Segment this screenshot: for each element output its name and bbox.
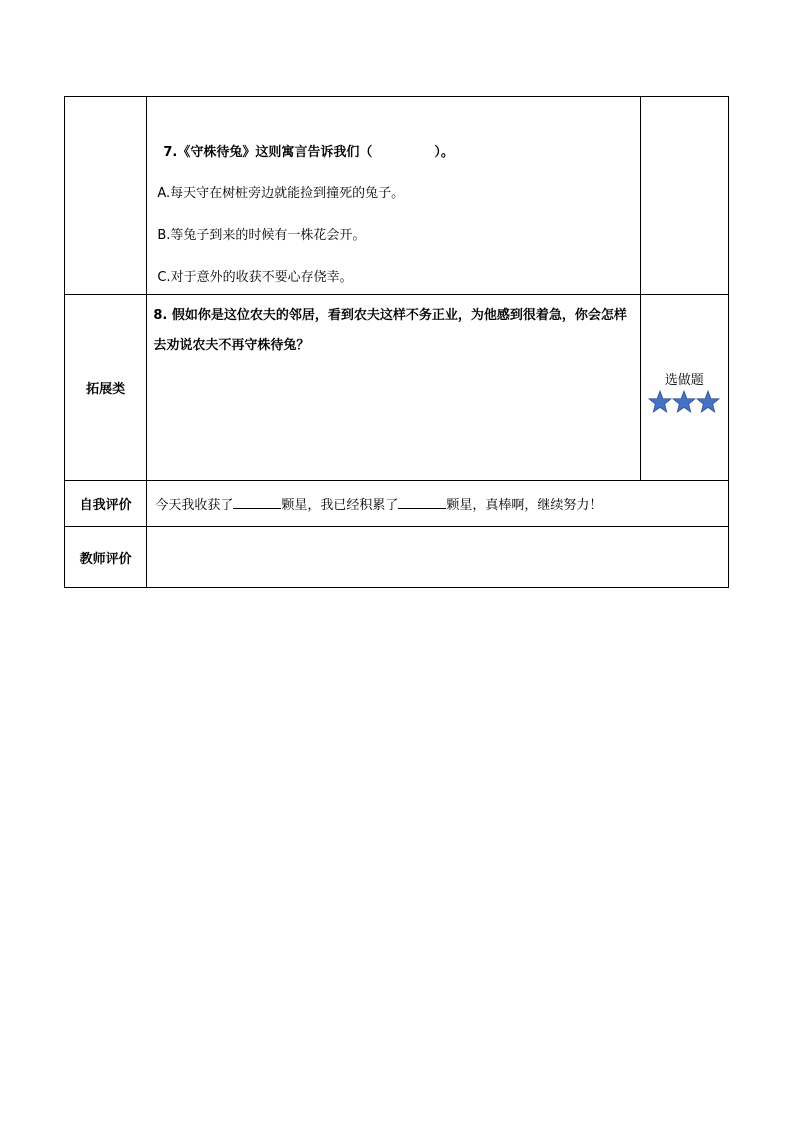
- star-icon: [696, 390, 720, 413]
- teacher-eval-content[interactable]: [147, 527, 729, 588]
- q7-option-b[interactable]: B.等兔子到来的时候有一株花会开。: [157, 228, 366, 243]
- q8-star-cell: [640, 295, 728, 481]
- self-eval-content: [147, 481, 729, 527]
- question-7-row: [65, 97, 729, 295]
- optional-question-label: 选做题: [664, 372, 704, 388]
- self-eval-part1: 今天我收获了: [155, 498, 234, 513]
- q7-content-cell: [147, 97, 640, 295]
- self-evaluation-row: [65, 481, 729, 527]
- star-icon: [672, 390, 696, 413]
- teacher-eval-category: 教师评价: [65, 527, 147, 588]
- extension-category: 拓展类: [65, 295, 147, 481]
- q7-category-cell: [65, 97, 147, 295]
- self-eval-category: 自我评价: [65, 481, 147, 527]
- q7-option-a[interactable]: A.每天守在树桩旁边就能捡到撞死的兔子。: [157, 186, 405, 201]
- q7-star-cell: [640, 97, 728, 295]
- stars-earned-today-blank[interactable]: [233, 496, 281, 509]
- difficulty-stars: [641, 390, 728, 413]
- q8-question: 8. 假如你是这位农夫的邻居，看到农夫这样不务正业，为他感到很着急，你会怎样去劝说农夫不再守株待兔？: [153, 308, 627, 353]
- q7-option-c[interactable]: C.对于意外的收获不要心存侥幸。: [157, 270, 353, 285]
- q7-title-suffix: ）。: [434, 145, 454, 160]
- self-eval-sentence: [155, 498, 602, 513]
- teacher-evaluation-row: [65, 527, 729, 588]
- self-eval-part2: 颗星，我已经积累了: [281, 498, 399, 513]
- self-eval-part3: 颗星，真棒啊，继续努力！: [446, 498, 603, 513]
- q7-question: [163, 141, 454, 160]
- stars-accumulated-blank[interactable]: [398, 496, 446, 509]
- extension-row: [65, 295, 729, 481]
- star-icon: [648, 390, 672, 413]
- worksheet-table: [64, 96, 729, 588]
- q8-content-cell: [147, 295, 640, 481]
- q7-title-prefix: 7.《守株待兔》这则寓言告诉我们（: [163, 145, 373, 160]
